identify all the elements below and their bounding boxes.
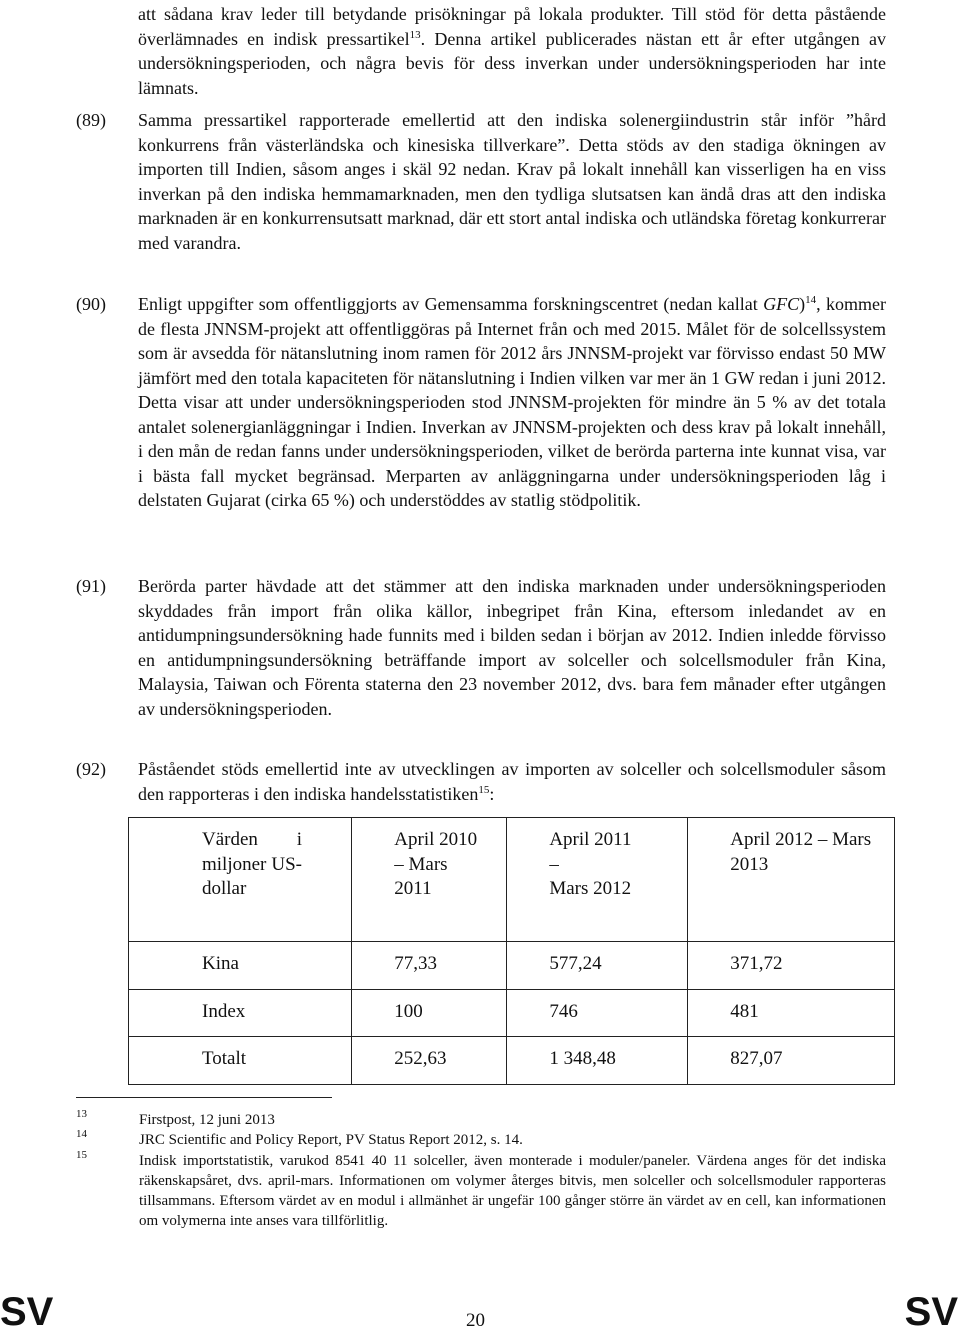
footnote-ref-14[interactable]: 14 (805, 294, 817, 306)
point-90 (76, 292, 886, 513)
header-values-label: Värden i miljoner US-dollar (202, 829, 302, 899)
language-code-left: SV (0, 1290, 54, 1334)
table-header-cell (507, 818, 688, 942)
point-91 (76, 574, 886, 721)
page-number: 20 (466, 1310, 485, 1331)
gfc-abbrev: GFC (763, 294, 800, 314)
table-cell: 577,24 (507, 942, 688, 990)
header-period-2-line2: – (549, 853, 559, 875)
footnote-text: Indisk importstatistik, varukod 8541 40 11 solceller, även monterade i moduler/paneler. Värdena anges för det indiska räkenskapsåret, dvs. april-mars. Informationen om volymer återges bitvis, men solceller och solcellsmoduler rapporteras tillsammans. Eftersom värdet av en modul i allmänhet är ungefär 100 gånger större än värdet av en cell, kan informationen om volymerna inte anses vara tillförlitlig. (139, 1153, 886, 1229)
footnote-13 (76, 1110, 886, 1130)
footnote-number: 15 (76, 1149, 87, 1161)
table-cell: 827,07 (688, 1037, 895, 1085)
footnote-number: 14 (76, 1128, 87, 1140)
table-cell: Totalt (129, 1037, 352, 1085)
footnote-number: 13 (76, 1108, 87, 1120)
point-90-text-pre: Enligt uppgifter som offentliggjorts av Gemensamma forskningscentret (nedan kallat (138, 294, 764, 314)
table-cell: 746 (507, 989, 688, 1037)
footnote-ref-15[interactable]: 15 (478, 783, 490, 796)
header-period-1: April 2010 – Mars 2011 (394, 829, 478, 899)
point-89 (76, 108, 886, 255)
table-cell: Index (129, 989, 352, 1037)
point-number: (90) (76, 294, 106, 314)
point-92 (76, 757, 886, 806)
table-cell: 100 (352, 989, 507, 1037)
language-code-right: SV (904, 1290, 958, 1334)
import-statistics-table (128, 817, 895, 1085)
point-text (138, 757, 886, 806)
table-header-cell (352, 818, 507, 942)
footnote-14 (76, 1130, 886, 1150)
footnote-15 (76, 1151, 886, 1231)
point-number: (89) (76, 110, 106, 130)
footnote-ref-13[interactable]: 13 (409, 28, 421, 41)
footnote-separator (76, 1097, 332, 1098)
point-92-colon: : (489, 783, 495, 804)
header-period-2-line3: Mars 2012 (549, 878, 632, 899)
point-text: Berörda parter hävdade att det stämmer att den indiska marknaden under undersökningsperioden skyddades från import från olika källor, inbegripet från Kina, eftersom inledandet av en antidumpningsundersökning hade funnits med i bilden sedan i början av 2012. Indien inledde förvisso en antidumpningsundersökning beträffande import av solceller och solcellsmoduler från Kina, Malaysia, Taiwan och Förenta staterna den 23 november 2012, dvs. bara fem månader efter utgången av undersökningsperioden. (138, 576, 886, 719)
footnote-text: JRC Scientific and Policy Report, PV Status Report 2012, s. 14. (139, 1132, 523, 1148)
header-period-2-line1: April 2011 (549, 829, 632, 850)
point-number: (91) (76, 576, 106, 596)
point-number: (92) (76, 759, 106, 779)
table-row (129, 942, 895, 990)
point-90-text-post: , kommer de flesta JNNSM-projekt att offentliggöras på Internet från och med 2015. Målet för de solcellssystem som är avsedda för nätanslutning inom ramen för 2012 års JNNSM-projekt var förvisso endast 50 MW jämfört med den totala kapaciteten för nätanslutning i Indien vilken var mer än 1 GW redan i juni 2012. Detta visar att under undersökningsperioden stod JNNSM-projekten för mindre än 5 % av det totala antalet solenergianläggningar i Indien. Inverkan av JNNSM-projekten och dess krav på lokalt innehåll, i den mån de redan fanns under undersökningsperioden, vilket de berörda parterna inte kunnat visa, var i bästa fall mycket begränsad. Merparten av anläggningarna under undersökningsperioden låg i delstaten Gujarat (cirka 65 %) och understöddes av statlig stödpolitik. (138, 294, 886, 510)
footnote-text: Firstpost, 12 juni 2013 (139, 1112, 275, 1128)
point-text: Samma pressartikel rapporterade emellertid att den indiska solenergiindustrin står inför ”hård konkurrens från västerländska och kinesiska tillverkare”. Detta stöds av den stadiga ökningen av importen till Indien, såsom anges i skäl 92 nedan. Krav på lokalt innehåll kan visserligen ha en viss inverkan på den indiska hemmamarknaden, men den tydliga slutsatsen kan ändå dras att den indiska marknaden är en konkurrensutsatt marknad, där ett stort antal indiska och utländska företag konkurrerar med varandra. (138, 110, 886, 253)
table-header-row (129, 818, 895, 942)
intro-text-1: att sådana krav leder till betydande prisökningar på lokala produkter. Till stöd för detta påstående överlämnades en indisk pressartikel (138, 4, 886, 49)
table-cell: 77,33 (352, 942, 507, 990)
table-header-cell (129, 818, 352, 942)
table-cell: 371,72 (688, 942, 895, 990)
intro-text-2: . Denna artikel publicerades nästan ett år efter utgången av undersökningsperioden, och några bevis för dess inverkan under undersökningsperioden har inte lämnats. (138, 28, 886, 98)
table-cell: 252,63 (352, 1037, 507, 1085)
point-92-text: Påståendet stöds emellertid inte av utvecklingen av importen av solceller och solcellsmoduler såsom den rapporteras i den indiska handelsstatistiken (138, 759, 886, 804)
table-header-cell (688, 818, 895, 942)
header-period-2 (549, 828, 659, 902)
header-period-3: April 2012 – Mars 2013 (730, 829, 872, 875)
point-90-text-mid: ) (799, 294, 806, 314)
table-row (129, 1037, 895, 1085)
table-row (129, 989, 895, 1037)
point-text (138, 292, 886, 513)
paragraph-continuation (138, 2, 886, 100)
table-cell: 1 348,48 (507, 1037, 688, 1085)
table-cell: Kina (129, 942, 352, 990)
table-cell: 481 (688, 989, 895, 1037)
